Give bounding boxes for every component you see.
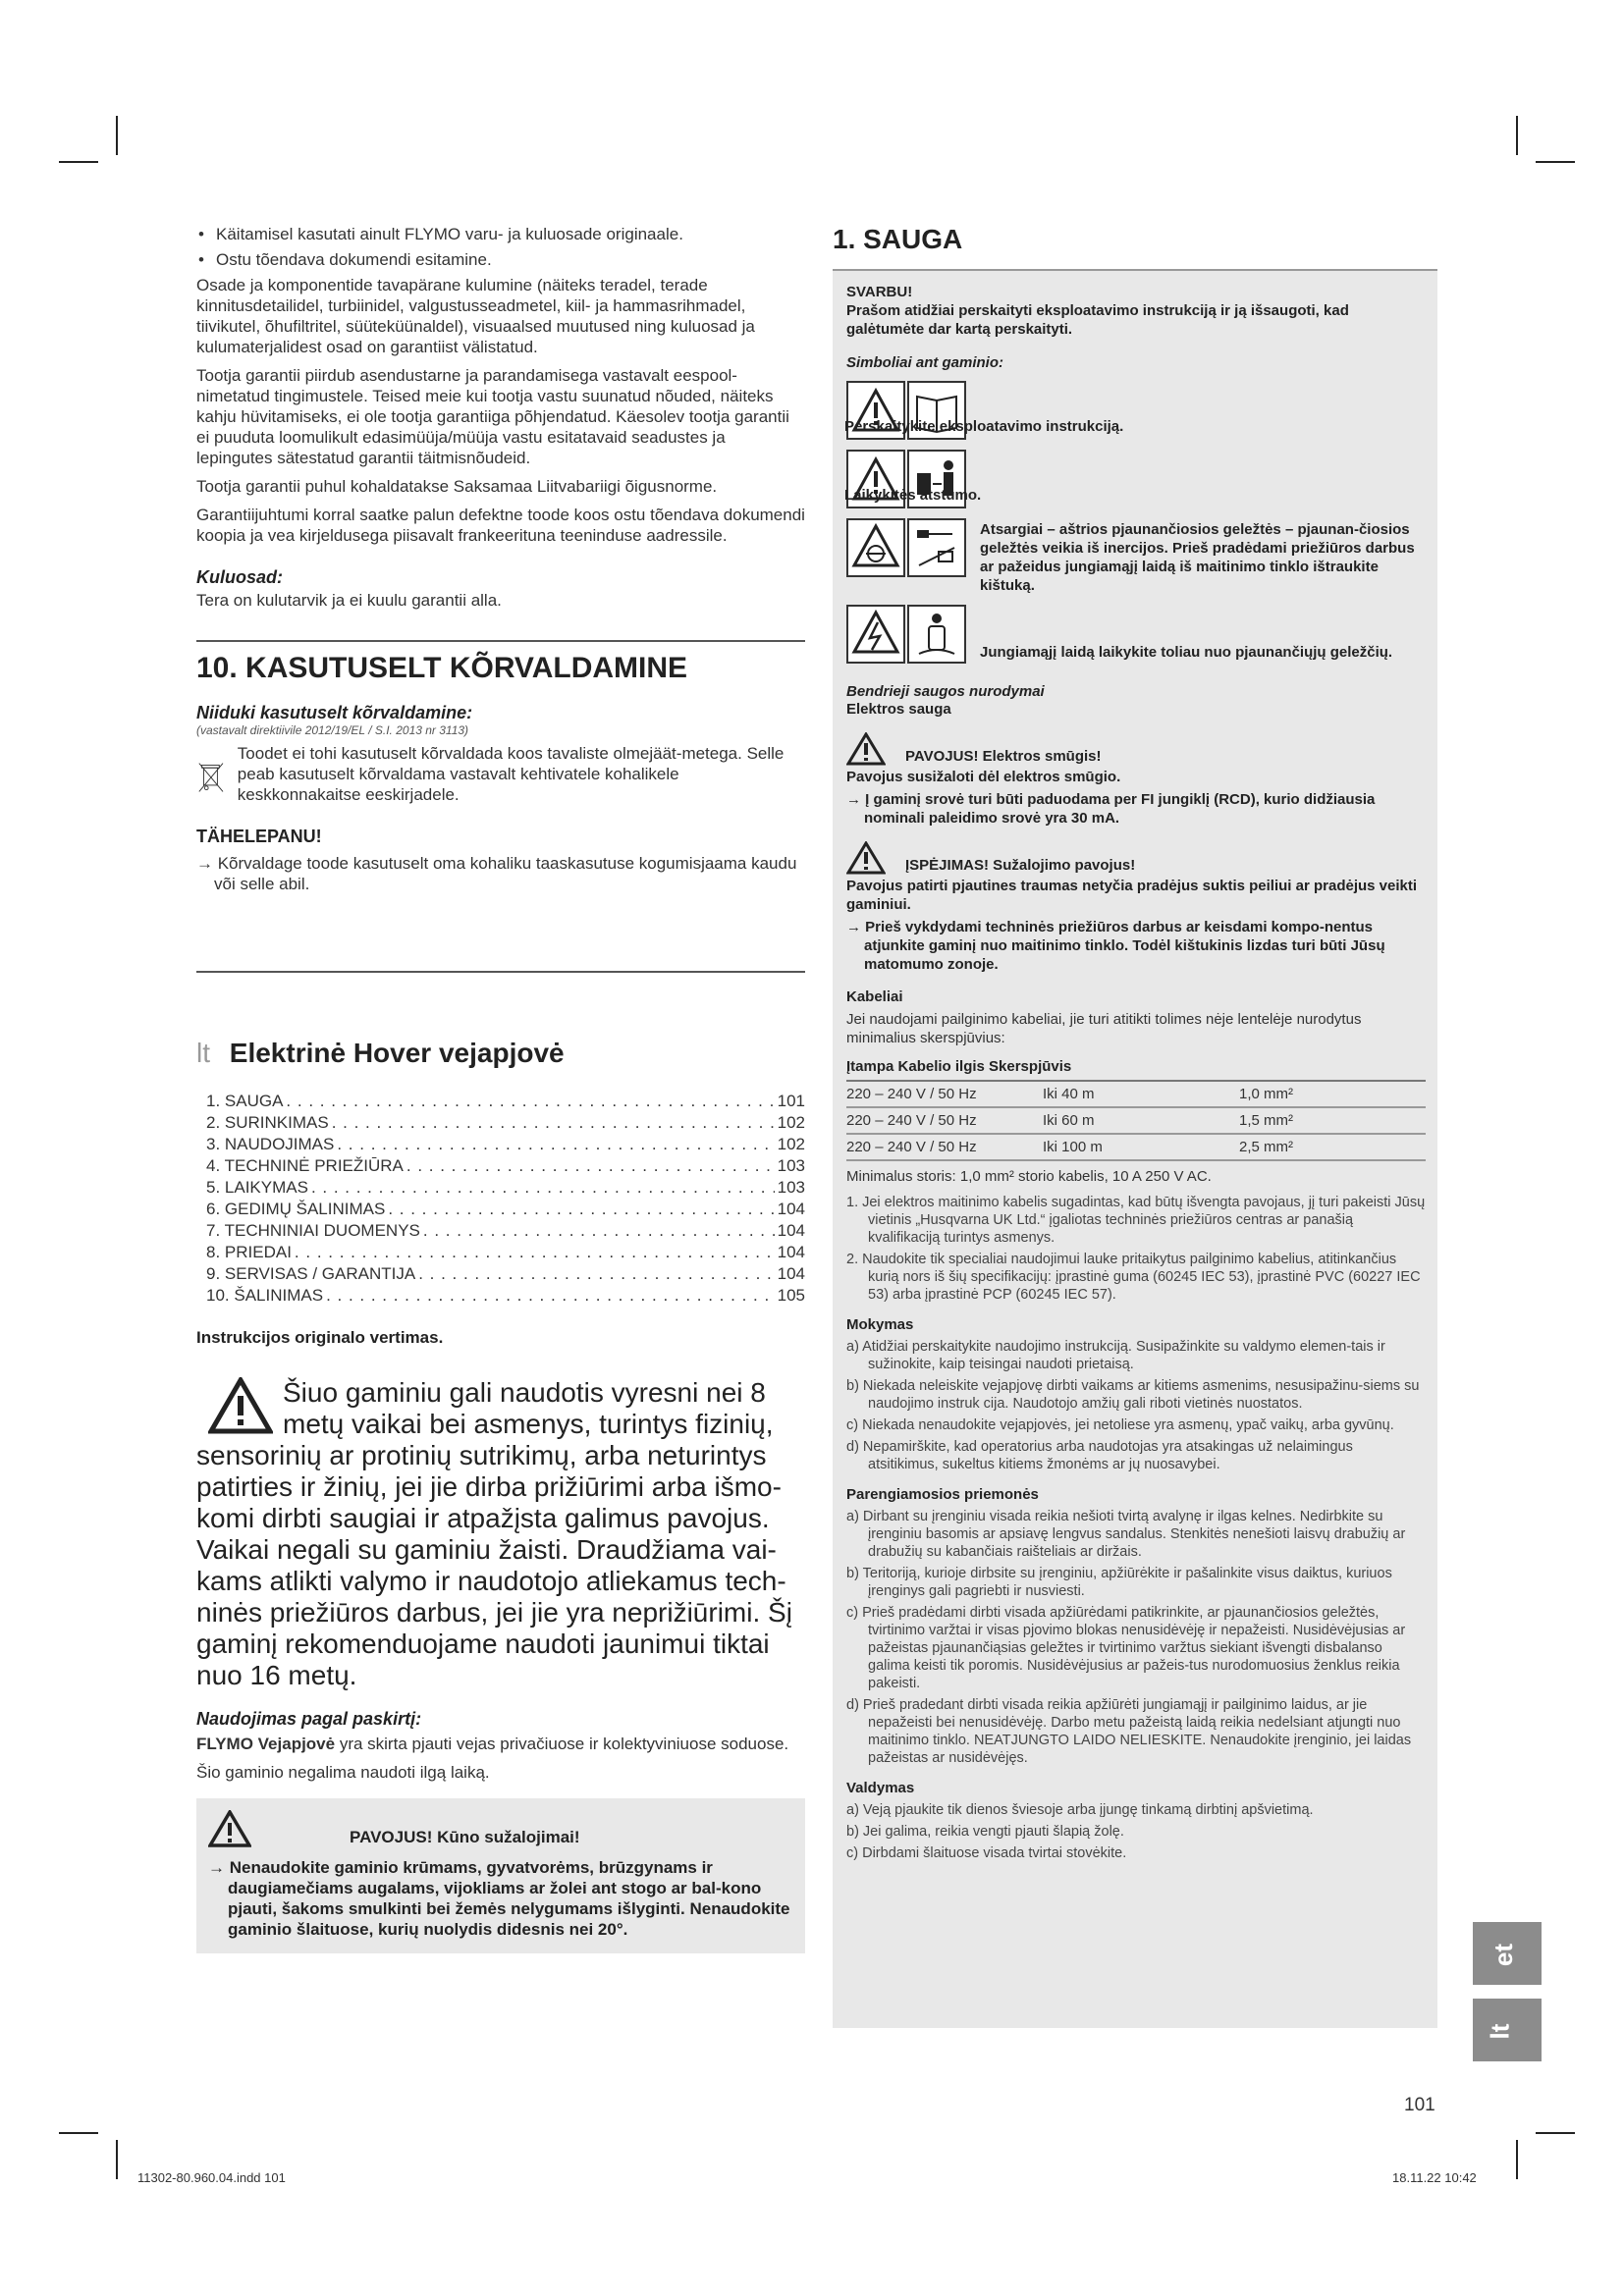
footer-date: 18.11.22 10:42 bbox=[1392, 2170, 1477, 2185]
cables-text: Jei naudojami pailginimo kabeliai, jie turi atitikti tolimes nėje lentelėje nurodytus minimalius skerspjūvius: bbox=[846, 1011, 1362, 1046]
minimal-thickness: Minimalus storis: 1,0 mm² storio kabelis, 10 A 250 V AC. bbox=[846, 1168, 1212, 1185]
warning-icon bbox=[846, 732, 886, 766]
page-number: 101 bbox=[1404, 2095, 1435, 2115]
kuluosad-text: Tera on kulutarvik ja ei kuulu garantii alla. bbox=[196, 591, 502, 610]
rcd-text: → Į gaminį srovė turi būti paduodama per FI jungiklį (RCD), kurio didžiausia nominali paleidimo srovė yra 30 mA. bbox=[846, 791, 1376, 827]
warn-text: Pavojus patirti pjautines traumas netyčia pradėjus suktis peiliui ar pradėjus veikti gaminiui. bbox=[846, 878, 1418, 913]
usage-text bbox=[196, 1734, 805, 1754]
unplug-icon bbox=[907, 518, 966, 577]
symbol-1-text: Perskaitykite eksploatavimo instrukciją. bbox=[844, 418, 1124, 435]
list-item: 2. Naudokite tik specialiai naudojimui lauke pritaikytus pailginimo kabelius, atitinkančius kurią nors iš šių specifikacijų: įprastinė guma (60245 IEC 53), įprastinė PVC (60227 IEC 53) arba įprastinė PCP (60245 IEC 57). bbox=[846, 1252, 1421, 1303]
symbol-row bbox=[846, 450, 1426, 508]
table-header: Įtampa Kabelio ilgis Skerspjūvis bbox=[846, 1057, 1426, 1082]
list-item: c) Niekada nenaudokite vejapjovės, jei netoliese yra asmenų, ypač vaikų, arba gyvūnų. bbox=[846, 1417, 1394, 1433]
toc-label: 2. SURINKIMAS bbox=[206, 1113, 329, 1132]
crop-mark bbox=[1536, 2132, 1575, 2134]
toc-page: 102 bbox=[777, 1113, 805, 1132]
danger-elec-text: Pavojus susižaloti dėl elektros smūgio. bbox=[846, 769, 1121, 785]
toc-label: 6. GEDIMŲ ŠALINIMAS bbox=[206, 1200, 386, 1218]
toc-row bbox=[206, 1199, 805, 1220]
warn-header bbox=[846, 841, 1426, 875]
toc-leader bbox=[388, 1199, 774, 1220]
disposal-title: Niiduki kasutuselt kõrvaldamine: bbox=[196, 703, 473, 722]
mokymas-list bbox=[846, 1338, 1426, 1473]
usage-product: FLYMO Vejapjovė bbox=[196, 1735, 336, 1753]
list-item: a) Veją pjaukite tik dienos šviesoje arba įjungę tinkamą dirbtinį apšvietimą. bbox=[846, 1802, 1314, 1818]
kuluosad-title: Kuluosad: bbox=[196, 567, 283, 587]
list-item: b) Jei galima, reikia vengti pjauti šlapią žolę. bbox=[846, 1824, 1124, 1840]
list-item: d) Nepamirškite, kad operatorius arba naudotojas yra atsakingas už nelaimingus atsitikimus, sukeltus kitiems žmonėms ar jų nuosavybei. bbox=[846, 1439, 1353, 1472]
prep-list bbox=[846, 1508, 1426, 1767]
toc-row bbox=[206, 1155, 805, 1177]
paragraph: Tootja garantii piirdub asendustarne ja parandamisega vastavalt eespool-nimetatud tingimustele. Teised meie kui tootja vastu suunatud nõuded, näiteks kahju hüvitamiseks, ei ole tootja garantiiga põhjendatud. Käesolev tootja garantii ei puuduta loomulikult edasimüüja/müüja vastu esitatavaid seadustes ja lepingutes sätestatud garantii täitmisnõudeid. bbox=[196, 366, 789, 467]
list-item: d) Prieš pradedant dirbti visada reikia apžiūrėti jungiamąjį ir pailginimo laidus, ar jie nepažeisti bei nenusidėvėję. Darbo metu pažeistą laidą reikia nedelsiant atjungti nuo maitinimo tinklo. NEATJUNGTO LAIDO NELIESKITE. Nenaudokite įrenginio, jei laidas pažeistas ar nusidėvėjęs. bbox=[846, 1697, 1412, 1766]
toc-leader bbox=[418, 1263, 774, 1285]
list-item: 1. Jei elektros maitinimo kabelis sugadintas, kad būtų išvengta pavojaus, jį turi pakeisti Jūsų vietinis „Husqvarna UK Ltd.“ įgaliotas techninės priežiūros centras ar panašią kvalifikaciją turintys asmenys. bbox=[846, 1195, 1426, 1246]
warn-title: ĮSPĖJIMAS! Sužalojimo pavojus! bbox=[905, 857, 1136, 874]
crop-mark bbox=[1516, 116, 1518, 155]
toc-row bbox=[206, 1242, 805, 1263]
original-note: Instrukcijos originalo vertimas. bbox=[196, 1328, 444, 1347]
toc-label: 9. SERVISAS / GARANTIJA bbox=[206, 1264, 416, 1283]
table-cell: 220 – 240 V / 50 Hz bbox=[846, 1107, 1043, 1134]
paragraph: Tootja garantii puhul kohaldatakse Saksamaa Liitvabariigi õigusnormе. bbox=[196, 477, 718, 496]
toc-row bbox=[206, 1091, 805, 1112]
footer-file: 11302-80.960.04.indd 101 bbox=[137, 2170, 286, 2185]
big-warning-text: Šiuo gaminiu gali naudotis vyresni nei 8 metų vaikai bei asmenys, turintys fizinių, sensorinių ar protinių sutrikimų, arba neturintys patirties ir žinių, jei jie dirba prižiūrimi arba išmo-komi dirbti saugiai ir atpažįsta galimus pavojus. Vaikai negali su gaminiu žaisti. Draudžiama vai-kams atlikti valymo ir naudotojo atliekamus tech-ninės priežiūros darbus, jei jie yra neprižiūrimi. Šį gaminį rekomenduojame naudoti jaunimui tiktai nuo 16 metų. bbox=[196, 1377, 792, 1690]
disposal-text: Toodet ei tohi kasutuselt kõrvaldada koos tavaliste olmejäät-metega. Selle peab kasutuselt kõrvaldama vastavalt kehtivatele kohalikele keskkonnakaitse eeskirjadele. bbox=[237, 744, 785, 804]
table-cell: Iki 60 m bbox=[1043, 1107, 1239, 1134]
list-item: a) Dirbant su įrenginiu visada reikia nešioti tvirtą avalynę ir ilgas kelnes. Nedirbkite su įrenginiu basomis ar apsiavę lengvus sandalus. Stenkitės nenešioti laisvų drabužių ar drabužių su kabančiais raišteliais ar diržais. bbox=[846, 1509, 1406, 1560]
table-cell: 1,5 mm² bbox=[1239, 1107, 1426, 1134]
toc-row bbox=[206, 1177, 805, 1199]
toc-page: 101 bbox=[777, 1092, 805, 1110]
cables-title: Kabeliai bbox=[846, 988, 903, 1005]
table-row bbox=[846, 1082, 1426, 1107]
symbol-2-text: Laikykitės atstumo. bbox=[844, 487, 982, 504]
symbol-row bbox=[846, 381, 1426, 440]
warn-arrow: → Prieš vykdydami techninės priežiūros darbus ar keisdami kompo-nentus atjunkite gaminį nuo maitinimo tinklo. Todėl kištukinis lizdas turi būti Jūsų matomumo zonoje. bbox=[846, 919, 1385, 973]
toc-leader bbox=[423, 1220, 775, 1242]
table-cell: 2,5 mm² bbox=[1239, 1134, 1426, 1160]
disposal-block bbox=[196, 743, 805, 813]
svarbu-text: Prašom atidžiai perskaityti eksploatavimo instrukciją ir ją išsaugoti, kad galėtumėte dar kartą perskaityti. bbox=[846, 302, 1349, 338]
toc bbox=[196, 1091, 805, 1307]
elec-title: Elektros sauga bbox=[846, 701, 951, 718]
toc-leader bbox=[311, 1177, 775, 1199]
danger-title: PAVOJUS! Kūno sužalojimai! bbox=[350, 1828, 580, 1846]
cable-table bbox=[846, 1082, 1426, 1161]
lt-code: lt bbox=[196, 1038, 210, 1068]
symbol-3-text: Atsargiai – aštrios pjaunančiosios geležtės – pjaunan-čiosios geležtės veikia iš inercijos. Prieš pradėdami priežiūros darbus ar pažeidus jungiamąjį laidą iš maitinimo tinklo ištraukite kištuką. bbox=[980, 521, 1415, 594]
table-cell: 220 – 240 V / 50 Hz bbox=[846, 1134, 1043, 1160]
tab-et[interactable] bbox=[1473, 1922, 1542, 1985]
list-item: a) Atidžiai perskaitykite naudojimo instrukciją. Susipažinkite su valdymo elemen-tais ir sužinokite, kaip teisingai naudoti prietaisą. bbox=[846, 1339, 1385, 1372]
toc-row bbox=[206, 1220, 805, 1242]
divider bbox=[196, 640, 805, 642]
paragraph: Osade ja komponentide tavapärane kulumine (näiteks teradel, terade kinnitusdetailidel, turbiinidel, valgustusseadmetel, kiil- ja hammasrihmadel, tiivikutel, õhufiltritel, süüteküünaldel), visuaalsed muutused ning kuluosad ja kulumaterjalidest osad on garantiist välistatud. bbox=[196, 276, 755, 356]
crop-mark bbox=[1536, 161, 1575, 163]
symbol-4-text: Jungiamąjį laidą laikykite toliau nuo pjaunančiųjų geležčių. bbox=[980, 644, 1393, 661]
list-item: b) Teritoriją, kurioje dirbsite su įrenginiu, apžiūrėkite ir pašalinkite visus daiktus, kuriuos įrenginys gali pagriebti ir nusviesti. bbox=[846, 1566, 1392, 1599]
danger-elec-title: PAVOJUS! Elektros smūgis! bbox=[905, 748, 1102, 765]
usage-limit: Šio gaminio negalima naudoti ilgą laiką. bbox=[196, 1763, 490, 1782]
toc-label: 7. TECHNINIAI DUOMENYS bbox=[206, 1221, 420, 1240]
mokymas-title: Mokymas bbox=[846, 1316, 914, 1333]
toc-leader bbox=[332, 1112, 775, 1134]
toc-page: 102 bbox=[777, 1135, 805, 1153]
electric-hazard-icon bbox=[846, 605, 905, 664]
left-column bbox=[196, 224, 805, 1953]
tab-lt[interactable] bbox=[1473, 1999, 1542, 2061]
disposal-ref: (vastavalt direktiivile 2012/19/EL / S.I. 2013 nr 3113) bbox=[196, 723, 469, 737]
general-title: Bendrieji saugos nurodymai bbox=[846, 683, 1045, 700]
toc-row bbox=[206, 1134, 805, 1155]
toc-page: 105 bbox=[777, 1286, 805, 1305]
prep-title: Parengiamosios priemonės bbox=[846, 1486, 1039, 1503]
toc-row bbox=[206, 1285, 805, 1307]
cable-away-icon bbox=[907, 605, 966, 664]
section-10-title: 10. KASUTUSELT KÕRVALDAMINE bbox=[196, 652, 688, 684]
crop-mark bbox=[1516, 2140, 1518, 2179]
tab-et-label: et bbox=[1489, 1943, 1519, 1967]
big-warning bbox=[196, 1377, 805, 1691]
toc-leader bbox=[406, 1155, 775, 1177]
lt-title: Elektrinė Hover vejapjovė bbox=[229, 1038, 565, 1068]
symbol-row bbox=[846, 518, 1426, 595]
cable-list bbox=[846, 1194, 1426, 1304]
toc-page: 103 bbox=[777, 1156, 805, 1175]
toc-leader bbox=[286, 1091, 774, 1112]
symbols-title: Simboliai ant gaminio: bbox=[846, 354, 1004, 371]
valdymas-title: Valdymas bbox=[846, 1780, 915, 1796]
svarbu-title: SVARBU! bbox=[846, 284, 913, 300]
table-cell: Iki 100 m bbox=[1043, 1134, 1239, 1160]
toc-leader bbox=[337, 1134, 774, 1155]
toc-label: 3. NAUDOJIMAS bbox=[206, 1135, 335, 1153]
toc-label: 8. PRIEDAI bbox=[206, 1243, 292, 1261]
toc-page: 104 bbox=[777, 1200, 805, 1218]
toc-label: 4. TECHNINĖ PRIEŽIŪRA bbox=[206, 1156, 404, 1175]
toc-page: 104 bbox=[777, 1243, 805, 1261]
list-item: c) Prieš pradėdami dirbti visada apžiūrėdami patikrinkite, ar pjaunančiosios geležtės, tvirtinimo varžtai ir visas pjovimo blokas nenusidėvėję ir nepažeisti. Nusidėvėjusias ar pažeistas pjaunančiąsias geležtes ir tvirtinimo varžtus siekiant išvengti disbalanso galima keisti tik poromis. Nusidėvėjusius ar pažeis-tus nurodomuosius ženklus reikia pakeisti. bbox=[846, 1605, 1406, 1691]
warning-icon bbox=[208, 1810, 251, 1847]
safety-panel bbox=[833, 269, 1437, 2028]
warning-icon bbox=[208, 1377, 273, 1434]
crop-mark bbox=[59, 2132, 98, 2134]
crop-mark bbox=[116, 116, 118, 155]
toc-page: 103 bbox=[777, 1178, 805, 1197]
lt-heading bbox=[196, 1038, 805, 1069]
bullet-item: • Käitamisel kasutati ainult FLYMO varu- ja kuluosade originaale. bbox=[196, 224, 805, 245]
usage-title: Naudojimas pagal paskirtį: bbox=[196, 1709, 422, 1729]
divider bbox=[196, 971, 805, 973]
symbol-row bbox=[846, 605, 1426, 664]
attention-title: TÄHELEPANU! bbox=[196, 827, 322, 846]
toc-row bbox=[206, 1263, 805, 1285]
crop-mark bbox=[59, 161, 98, 163]
toc-page: 104 bbox=[777, 1221, 805, 1240]
toc-leader bbox=[326, 1285, 775, 1307]
danger-text: → Nenaudokite gaminio krūmams, gyvatvorėms, brūzgynams ir daugiamečiams augalams, vijokliams ar žolei ant stogo ar bal-kono pjauti, šakoms smulkinti bei žemės nelygumams išlyginti. Nenaudokite gaminio šlaituose, kurių nuolydis didesnis nei 20°. bbox=[208, 1858, 790, 1939]
table-cell: 220 – 240 V / 50 Hz bbox=[846, 1082, 1043, 1107]
toc-page: 104 bbox=[777, 1264, 805, 1283]
list-item: b) Niekada neleiskite vejapjovę dirbti vaikams ar kitiems asmenims, nesusipažinu-siems su naudojimo instruk cija. Naudotojo amžių gali riboti vietinės nuostatos. bbox=[846, 1378, 1420, 1412]
wheelie-bin-crossed-icon bbox=[196, 743, 226, 812]
danger-header bbox=[208, 1810, 793, 1847]
warning-icon bbox=[846, 841, 886, 875]
section-1-title: 1. SAUGA bbox=[833, 224, 963, 254]
toc-leader bbox=[295, 1242, 775, 1263]
toc-label: 5. LAIKYMAS bbox=[206, 1178, 308, 1197]
tab-lt-label: lt bbox=[1485, 2023, 1515, 2040]
table-row bbox=[846, 1134, 1426, 1160]
table-row bbox=[846, 1107, 1426, 1134]
crop-mark bbox=[116, 2140, 118, 2179]
attention-text: → Kõrvaldage toode kasutuselt oma kohaliku taaskasutuse kogumisjaama kaudu või selle abil. bbox=[196, 854, 797, 893]
valdymas-list bbox=[846, 1801, 1426, 1862]
list-item: c) Dirbdami šlaituose visada tvirtai stovėkite. bbox=[846, 1845, 1127, 1861]
danger-box bbox=[196, 1798, 805, 1953]
bullet-item: • Ostu tõendava dokumendi esitamine. bbox=[196, 249, 805, 271]
paragraph: Garantiijuhtumi korral saatke palun defektne toode koos ostu tõendava dokumendi koopia ja vea kirjeldusega piisavalt frankeerituna teeninduse aadressile. bbox=[196, 506, 805, 545]
toc-label: 1. SAUGA bbox=[206, 1092, 284, 1110]
danger-elec-header bbox=[846, 732, 1426, 766]
table-cell: Iki 40 m bbox=[1043, 1082, 1239, 1107]
table-cell: 1,0 mm² bbox=[1239, 1082, 1426, 1107]
usage-desc: yra skirta pjauti vejas privačiuose ir kolektyviniuose soduose. bbox=[335, 1735, 789, 1753]
toc-label: 10. ŠALINIMAS bbox=[206, 1286, 324, 1305]
right-column bbox=[833, 224, 1437, 2028]
toc-row bbox=[206, 1112, 805, 1134]
sharp-blades-icon bbox=[846, 518, 905, 577]
